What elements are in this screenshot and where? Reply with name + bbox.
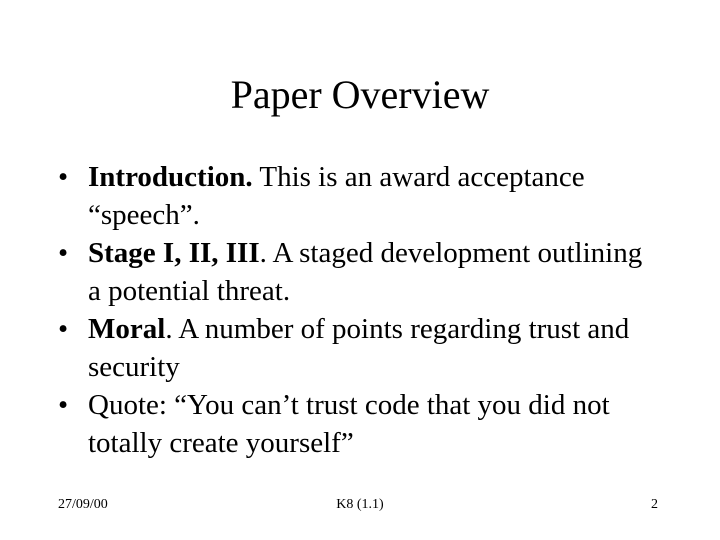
bullet-introduction: [58, 158, 658, 234]
bullet-marker: •: [58, 313, 69, 345]
bullet-marker: •: [58, 237, 69, 269]
footer-date: 27/09/00: [58, 497, 108, 512]
bullet-lead-text: Stage I, II, III: [88, 237, 260, 269]
bullet-body-text: This is an award acceptance “speech”.: [88, 161, 585, 231]
bullet-moral: [58, 310, 658, 386]
slide-title: Paper Overview: [230, 72, 490, 117]
bullet-body-text: . A staged development outlining a potential threat.: [88, 237, 643, 307]
bullet-body-text: . A number of points regarding trust and security: [88, 313, 630, 383]
bullet-marker: •: [58, 389, 69, 421]
bullet-stages: [58, 234, 658, 310]
bullet-quote: [58, 386, 658, 462]
bullet-lead-text: Moral: [88, 313, 166, 345]
bullet-list: [58, 158, 658, 462]
bullet-body-text: Quote: “You can’t trust code that you did not totally create yourself”: [88, 389, 610, 459]
footer-center-label: K8 (1.1): [336, 497, 384, 512]
bullet-marker: •: [58, 161, 69, 193]
footer-page-number: 2: [651, 497, 658, 512]
bullet-lead-text: Introduction.: [88, 161, 253, 193]
